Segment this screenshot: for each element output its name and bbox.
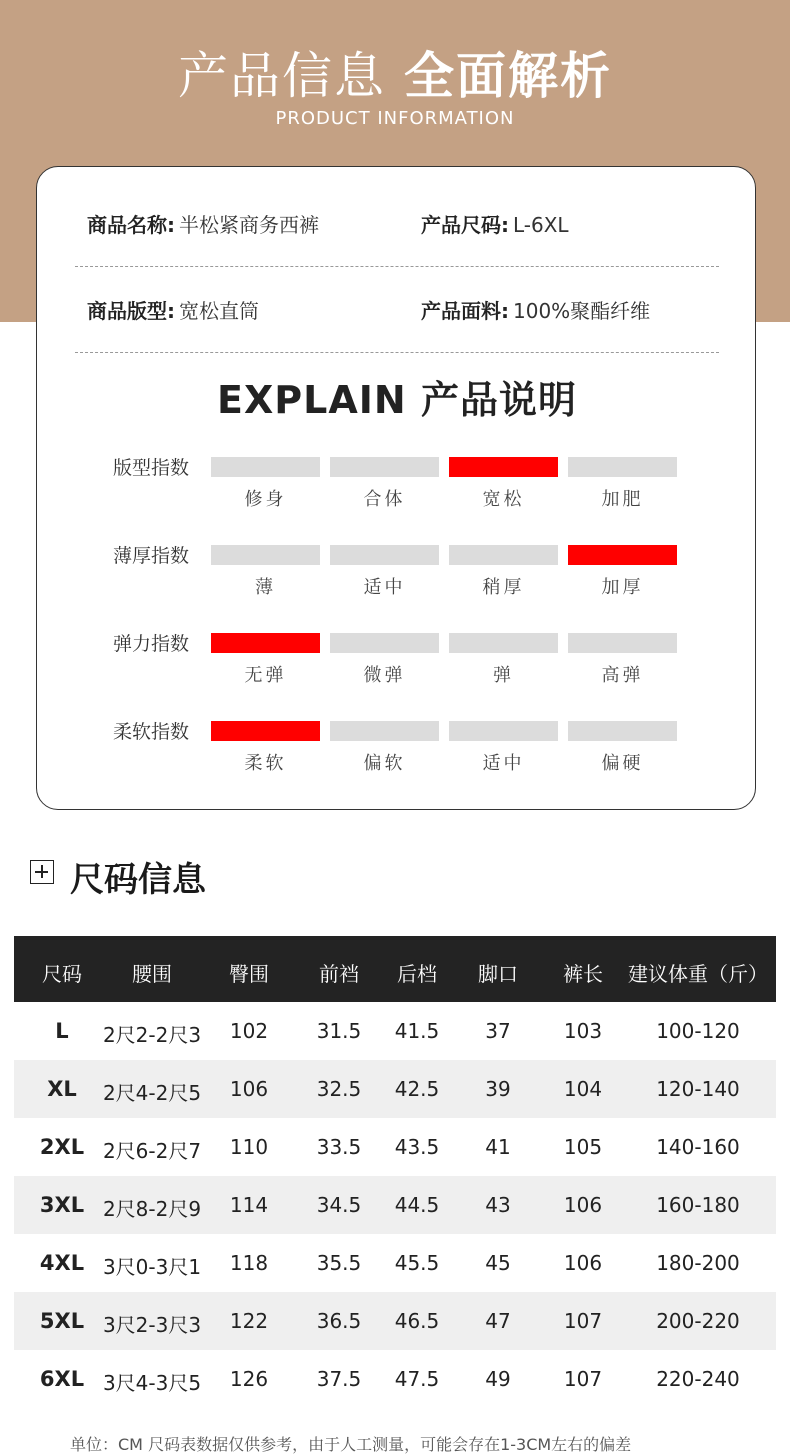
index-bar-active — [211, 721, 320, 741]
table-cell: 3尺2-3尺3 — [102, 1313, 202, 1337]
index-option-label: 偏硬 — [601, 753, 644, 774]
index-option-label: 薄 — [255, 577, 276, 598]
index-option-label: 高弹 — [601, 665, 644, 686]
hero-title-bold: 全面解析 — [404, 47, 612, 105]
table-cell: 33.5 — [316, 1135, 362, 1159]
explain-heading: EXPLAIN 产品说明 — [217, 378, 577, 422]
index-bar — [211, 545, 320, 565]
table-row — [14, 1060, 776, 1118]
index-row — [113, 541, 679, 601]
index-option-label: 合体 — [363, 489, 406, 510]
table-header-cell: 裤长 — [563, 962, 603, 986]
product-fit-value: 宽松直筒 — [179, 299, 259, 323]
index-option-label: 加厚 — [601, 577, 644, 598]
info-row — [75, 267, 719, 353]
table-cell: 42.5 — [394, 1077, 440, 1101]
table-cell: 107 — [563, 1367, 603, 1391]
table-cell: 46.5 — [394, 1309, 440, 1333]
table-row — [14, 1002, 776, 1060]
product-name — [87, 209, 319, 238]
index-option-label: 微弹 — [363, 665, 406, 686]
size-footnote: 单位：CM 尺码表数据仅供参考，由于人工测量，可能会存在1-3CM左右的偏差 — [70, 1435, 632, 1454]
index-bar — [330, 545, 439, 565]
table-header-cell: 建议体重（斤） — [628, 962, 768, 986]
table-cell: 104 — [563, 1077, 603, 1101]
product-size-value: L-6XL — [513, 213, 569, 237]
table-row — [14, 1118, 776, 1176]
table-cell: 2尺2-2尺3 — [102, 1023, 202, 1047]
table-size-cell: XL — [47, 1077, 77, 1101]
product-name-key: 商品名称: — [87, 213, 175, 237]
product-fit-key: 商品版型: — [87, 299, 175, 323]
table-cell: 140-160 — [656, 1135, 740, 1159]
table-cell: 220-240 — [656, 1367, 740, 1391]
table-cell: 106 — [229, 1077, 269, 1101]
index-option-label: 适中 — [482, 753, 525, 774]
table-cell: 49 — [485, 1367, 511, 1391]
table-cell: 100-120 — [656, 1019, 740, 1043]
index-option-label: 修身 — [244, 489, 287, 510]
table-cell: 47 — [485, 1309, 511, 1333]
index-row — [113, 629, 679, 689]
table-header-cell: 脚口 — [478, 962, 518, 986]
table-cell: 41 — [485, 1135, 511, 1159]
table-cell: 44.5 — [394, 1193, 440, 1217]
table-cell: 200-220 — [656, 1309, 740, 1333]
index-bar — [449, 633, 558, 653]
table-cell: 106 — [563, 1193, 603, 1217]
index-bar — [330, 633, 439, 653]
index-bar — [330, 457, 439, 477]
product-name-value: 半松紧商务西裤 — [179, 213, 319, 237]
index-bar-active — [449, 457, 558, 477]
index-bar — [568, 457, 677, 477]
index-option-label: 适中 — [363, 577, 406, 598]
table-size-cell: 5XL — [39, 1309, 85, 1333]
table-cell: 43.5 — [394, 1135, 440, 1159]
table-cell: 35.5 — [316, 1251, 362, 1275]
table-cell: 2尺6-2尺7 — [102, 1139, 202, 1163]
index-option-label: 宽松 — [482, 489, 525, 510]
index-bar-active — [568, 545, 677, 565]
table-size-cell: 6XL — [39, 1367, 85, 1391]
product-fit — [87, 295, 259, 324]
table-cell: 3尺4-3尺5 — [102, 1371, 202, 1395]
index-bar — [211, 457, 320, 477]
info-row — [75, 181, 719, 267]
table-row — [14, 1176, 776, 1234]
index-bar — [449, 721, 558, 741]
index-bar — [568, 633, 677, 653]
table-size-cell: 2XL — [39, 1135, 85, 1159]
table-cell: 37 — [485, 1019, 511, 1043]
product-fabric — [421, 295, 650, 324]
table-cell: 36.5 — [316, 1309, 362, 1333]
table-cell: 47.5 — [394, 1367, 440, 1391]
index-label: 版型指数 — [113, 457, 190, 479]
table-cell: 160-180 — [656, 1193, 740, 1217]
table-cell: 114 — [229, 1193, 269, 1217]
index-row — [113, 717, 679, 777]
table-row — [14, 1292, 776, 1350]
hero-subtitle: PRODUCT INFORMATION — [275, 108, 515, 129]
index-row — [113, 453, 679, 513]
table-cell: 31.5 — [316, 1019, 362, 1043]
hero-title — [0, 36, 790, 108]
index-option-label: 偏软 — [363, 753, 406, 774]
table-size-cell: 4XL — [39, 1251, 85, 1275]
table-cell: 103 — [563, 1019, 603, 1043]
table-cell: 37.5 — [316, 1367, 362, 1391]
product-size — [421, 209, 569, 238]
table-cell: 105 — [563, 1135, 603, 1159]
table-cell: 106 — [563, 1251, 603, 1275]
table-row — [14, 1234, 776, 1292]
product-size-key: 产品尺码: — [421, 213, 509, 237]
table-cell: 3尺0-3尺1 — [102, 1255, 202, 1279]
table-cell: 2尺4-2尺5 — [102, 1081, 202, 1105]
product-fabric-key: 产品面料: — [421, 299, 509, 323]
size-section-title: 尺码信息 — [70, 860, 206, 900]
table-cell: 32.5 — [316, 1077, 362, 1101]
table-cell: 43 — [485, 1193, 511, 1217]
table-cell: 34.5 — [316, 1193, 362, 1217]
table-cell: 126 — [229, 1367, 269, 1391]
index-option-label: 弹 — [493, 665, 514, 686]
index-option-label: 柔软 — [244, 753, 287, 774]
index-bar — [449, 545, 558, 565]
table-cell: 110 — [229, 1135, 269, 1159]
table-cell: 102 — [229, 1019, 269, 1043]
size-table-header — [14, 936, 776, 1002]
table-size-cell: L — [55, 1019, 69, 1043]
table-cell: 180-200 — [656, 1251, 740, 1275]
table-cell: 45 — [485, 1251, 511, 1275]
table-row — [14, 1350, 776, 1408]
table-cell: 118 — [229, 1251, 269, 1275]
table-cell: 45.5 — [394, 1251, 440, 1275]
index-label: 弹力指数 — [113, 633, 190, 655]
plus-square-icon — [30, 860, 54, 884]
index-bar — [330, 721, 439, 741]
hero-title-light: 产品信息 — [178, 47, 386, 105]
table-cell: 39 — [485, 1077, 511, 1101]
table-cell: 122 — [229, 1309, 269, 1333]
table-header-cell: 腰围 — [132, 962, 172, 986]
index-label: 柔软指数 — [113, 721, 190, 743]
product-info-card — [36, 166, 756, 810]
index-label: 薄厚指数 — [113, 545, 190, 567]
product-fabric-value: 100%聚酯纤维 — [513, 299, 651, 323]
table-header-cell: 尺码 — [42, 962, 82, 986]
table-size-cell: 3XL — [39, 1193, 85, 1217]
index-option-label: 稍厚 — [482, 577, 525, 598]
index-bar-active — [211, 633, 320, 653]
index-option-label: 加肥 — [601, 489, 644, 510]
table-header-cell: 后档 — [397, 962, 437, 986]
index-option-label: 无弹 — [244, 665, 287, 686]
table-cell: 107 — [563, 1309, 603, 1333]
table-cell: 2尺8-2尺9 — [102, 1197, 202, 1221]
index-bar — [568, 721, 677, 741]
table-header-cell: 前裆 — [319, 962, 359, 986]
table-header-cell: 臀围 — [229, 962, 269, 986]
table-cell: 120-140 — [656, 1077, 740, 1101]
table-cell: 41.5 — [394, 1019, 440, 1043]
